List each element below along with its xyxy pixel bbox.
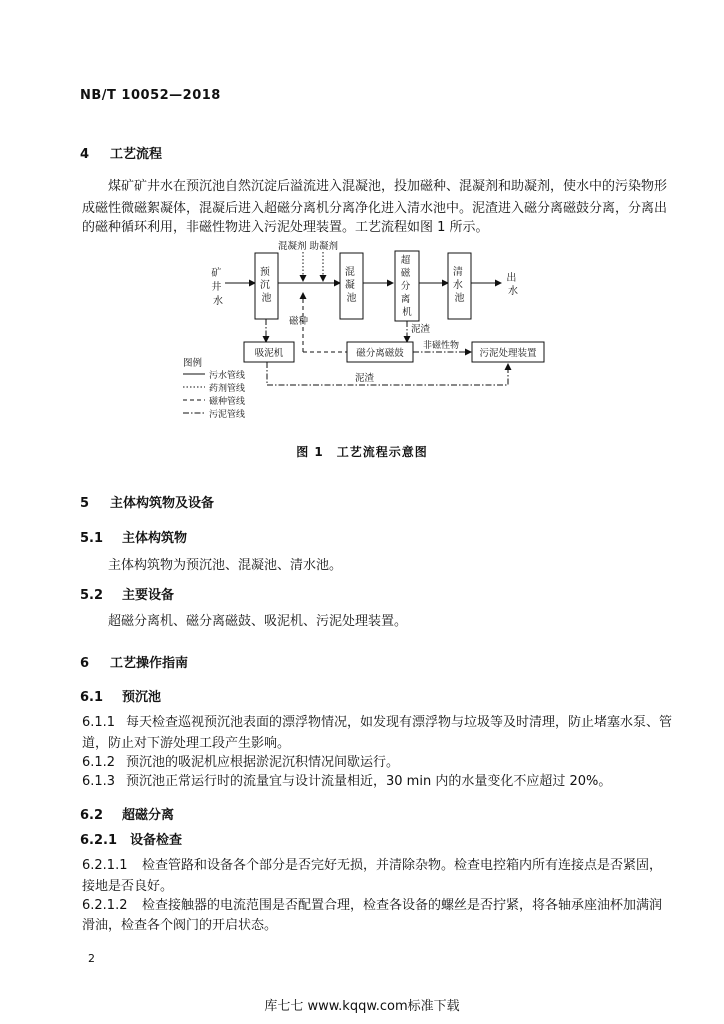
item-6-1-1 bbox=[82, 712, 672, 733]
nonmagnetic-label: 非磁性物 bbox=[423, 341, 460, 351]
section-title: 主体构筑物 bbox=[122, 531, 188, 546]
legend-seed: 磁种管线 bbox=[209, 397, 246, 407]
section-4-line-1: 煤矿矿井水在预沉池自然沉淀后溢流进入混凝池，投加磁种、混凝剂和助凝剂，使水中的污染物形 bbox=[108, 179, 668, 194]
legend-sewage: 污水管线 bbox=[209, 371, 246, 381]
item-text: 预沉池的吸泥机应根据淤泥沉积情况间歇运行。 bbox=[126, 755, 400, 770]
section-5-heading bbox=[80, 492, 214, 511]
section-number: 5 bbox=[80, 496, 90, 511]
section-number: 6.2.1 bbox=[80, 833, 118, 848]
box-suction-machine-label: 吸泥机 bbox=[254, 348, 284, 359]
section-number: 5.2 bbox=[80, 588, 104, 603]
box-separator-label: 超 磁 分 离 机 bbox=[400, 255, 412, 318]
item-number: 6.1.1 bbox=[82, 715, 116, 730]
section-number: 6 bbox=[80, 656, 90, 671]
section-4-heading bbox=[80, 143, 162, 162]
section-5-1-heading bbox=[80, 527, 187, 546]
item-6-2-1-2 bbox=[82, 895, 662, 916]
sludge-line-suction-unit bbox=[267, 362, 508, 385]
input-label: 矿 井 水 bbox=[211, 268, 223, 307]
item-number: 6.1.3 bbox=[82, 774, 116, 789]
section-number: 5.1 bbox=[80, 531, 104, 546]
section-title: 主要设备 bbox=[122, 588, 175, 603]
section-5-2-heading bbox=[80, 584, 174, 603]
legend-reagent: 药剂管线 bbox=[209, 384, 246, 394]
section-title: 设备检查 bbox=[130, 833, 183, 848]
output-label: 出 水 bbox=[506, 273, 518, 297]
section-4-line-2: 成磁性微磁絮凝体，混凝后进入超磁分离机分离净化进入清水池中。泥渣进入磁分离磁鼓分离，分离出 bbox=[82, 201, 668, 216]
section-number: 4 bbox=[80, 147, 90, 162]
item-number: 6.1.2 bbox=[82, 755, 116, 770]
item-6-1-2 bbox=[82, 752, 399, 773]
process-flow-diagram bbox=[175, 238, 555, 433]
item-text: 检查接触器的电流范围是否配置合理，检查各设备的螺丝是否拧紧，将各轴承座油杯加满润 bbox=[142, 898, 663, 913]
section-6-heading bbox=[80, 652, 188, 671]
page-number: 2 bbox=[88, 952, 95, 965]
sludge-label-b: 泥渣 bbox=[355, 373, 375, 384]
section-4-line-3: 的磁种循环利用，非磁性物进入污泥处理装置。工艺流程如图 1 所示。 bbox=[82, 220, 489, 235]
legend-sludge: 污泥管线 bbox=[209, 410, 246, 420]
item-6-2-1-1-continued: 接地是否良好。 bbox=[82, 879, 174, 894]
item-6-2-1-2-continued: 滑油，检查各个阀门的开启状态。 bbox=[82, 918, 278, 933]
section-number: 6.1 bbox=[80, 690, 104, 705]
item-6-2-1-1 bbox=[82, 855, 662, 876]
section-title: 工艺操作指南 bbox=[110, 656, 189, 671]
footer-watermark: 库七七 www.kqqw.com标准下载 bbox=[264, 999, 460, 1014]
reagent-label: 混凝剂 助凝剂 bbox=[278, 241, 339, 252]
section-title: 超磁分离 bbox=[122, 808, 175, 823]
box-clear-water-label: 清 水 池 bbox=[452, 267, 465, 304]
item-number: 6.2.1.1 bbox=[82, 858, 128, 873]
item-text: 检查管路和设备各个部分是否完好无损，并清除杂物。检查电控箱内所有连接点是否紧固， bbox=[142, 858, 663, 873]
section-6-2-heading bbox=[80, 804, 174, 823]
section-5-2-text: 超磁分离机、磁分离磁鼓、吸泥机、污泥处理装置。 bbox=[108, 614, 408, 629]
box-coagulation-label: 混 凝 池 bbox=[344, 267, 357, 304]
item-text: 预沉池正常运行时的流量宜与设计流量相近，30 min 内的水量变化不应超过 20%。 bbox=[126, 774, 612, 789]
box-magnetic-drum-label: 磁分离磁鼓 bbox=[356, 348, 404, 359]
section-6-1-heading bbox=[80, 686, 161, 705]
section-number: 6.2 bbox=[80, 808, 104, 823]
item-6-1-3 bbox=[82, 771, 611, 792]
box-sludge-treatment-label: 污泥处理装置 bbox=[479, 348, 537, 359]
box-presettle-label: 预 沉 池 bbox=[259, 267, 272, 304]
section-title: 主体构筑物及设备 bbox=[110, 496, 215, 511]
item-6-1-1-continued: 道，防止对下游处理工段产生影响。 bbox=[82, 736, 291, 751]
sludge-label-a: 泥渣 bbox=[411, 324, 431, 335]
section-title: 预沉池 bbox=[122, 690, 162, 705]
section-6-2-1-heading bbox=[80, 829, 182, 848]
section-title: 工艺流程 bbox=[110, 147, 163, 162]
item-text: 每天检查巡视预沉池表面的漂浮物情况，如发现有漂浮物与垃圾等及时清理，防止堵塞水泵、管 bbox=[126, 715, 673, 730]
item-number: 6.2.1.2 bbox=[82, 898, 128, 913]
legend-title: 图例 bbox=[183, 358, 203, 369]
magnetic-seed-label: 磁种 bbox=[289, 316, 309, 327]
section-5-1-text: 主体构筑物为预沉池、混凝池、清水池。 bbox=[108, 558, 343, 573]
figure-caption: 图 1 工艺流程示意图 bbox=[296, 445, 428, 459]
standard-number: NB/T 10052—2018 bbox=[80, 88, 221, 103]
